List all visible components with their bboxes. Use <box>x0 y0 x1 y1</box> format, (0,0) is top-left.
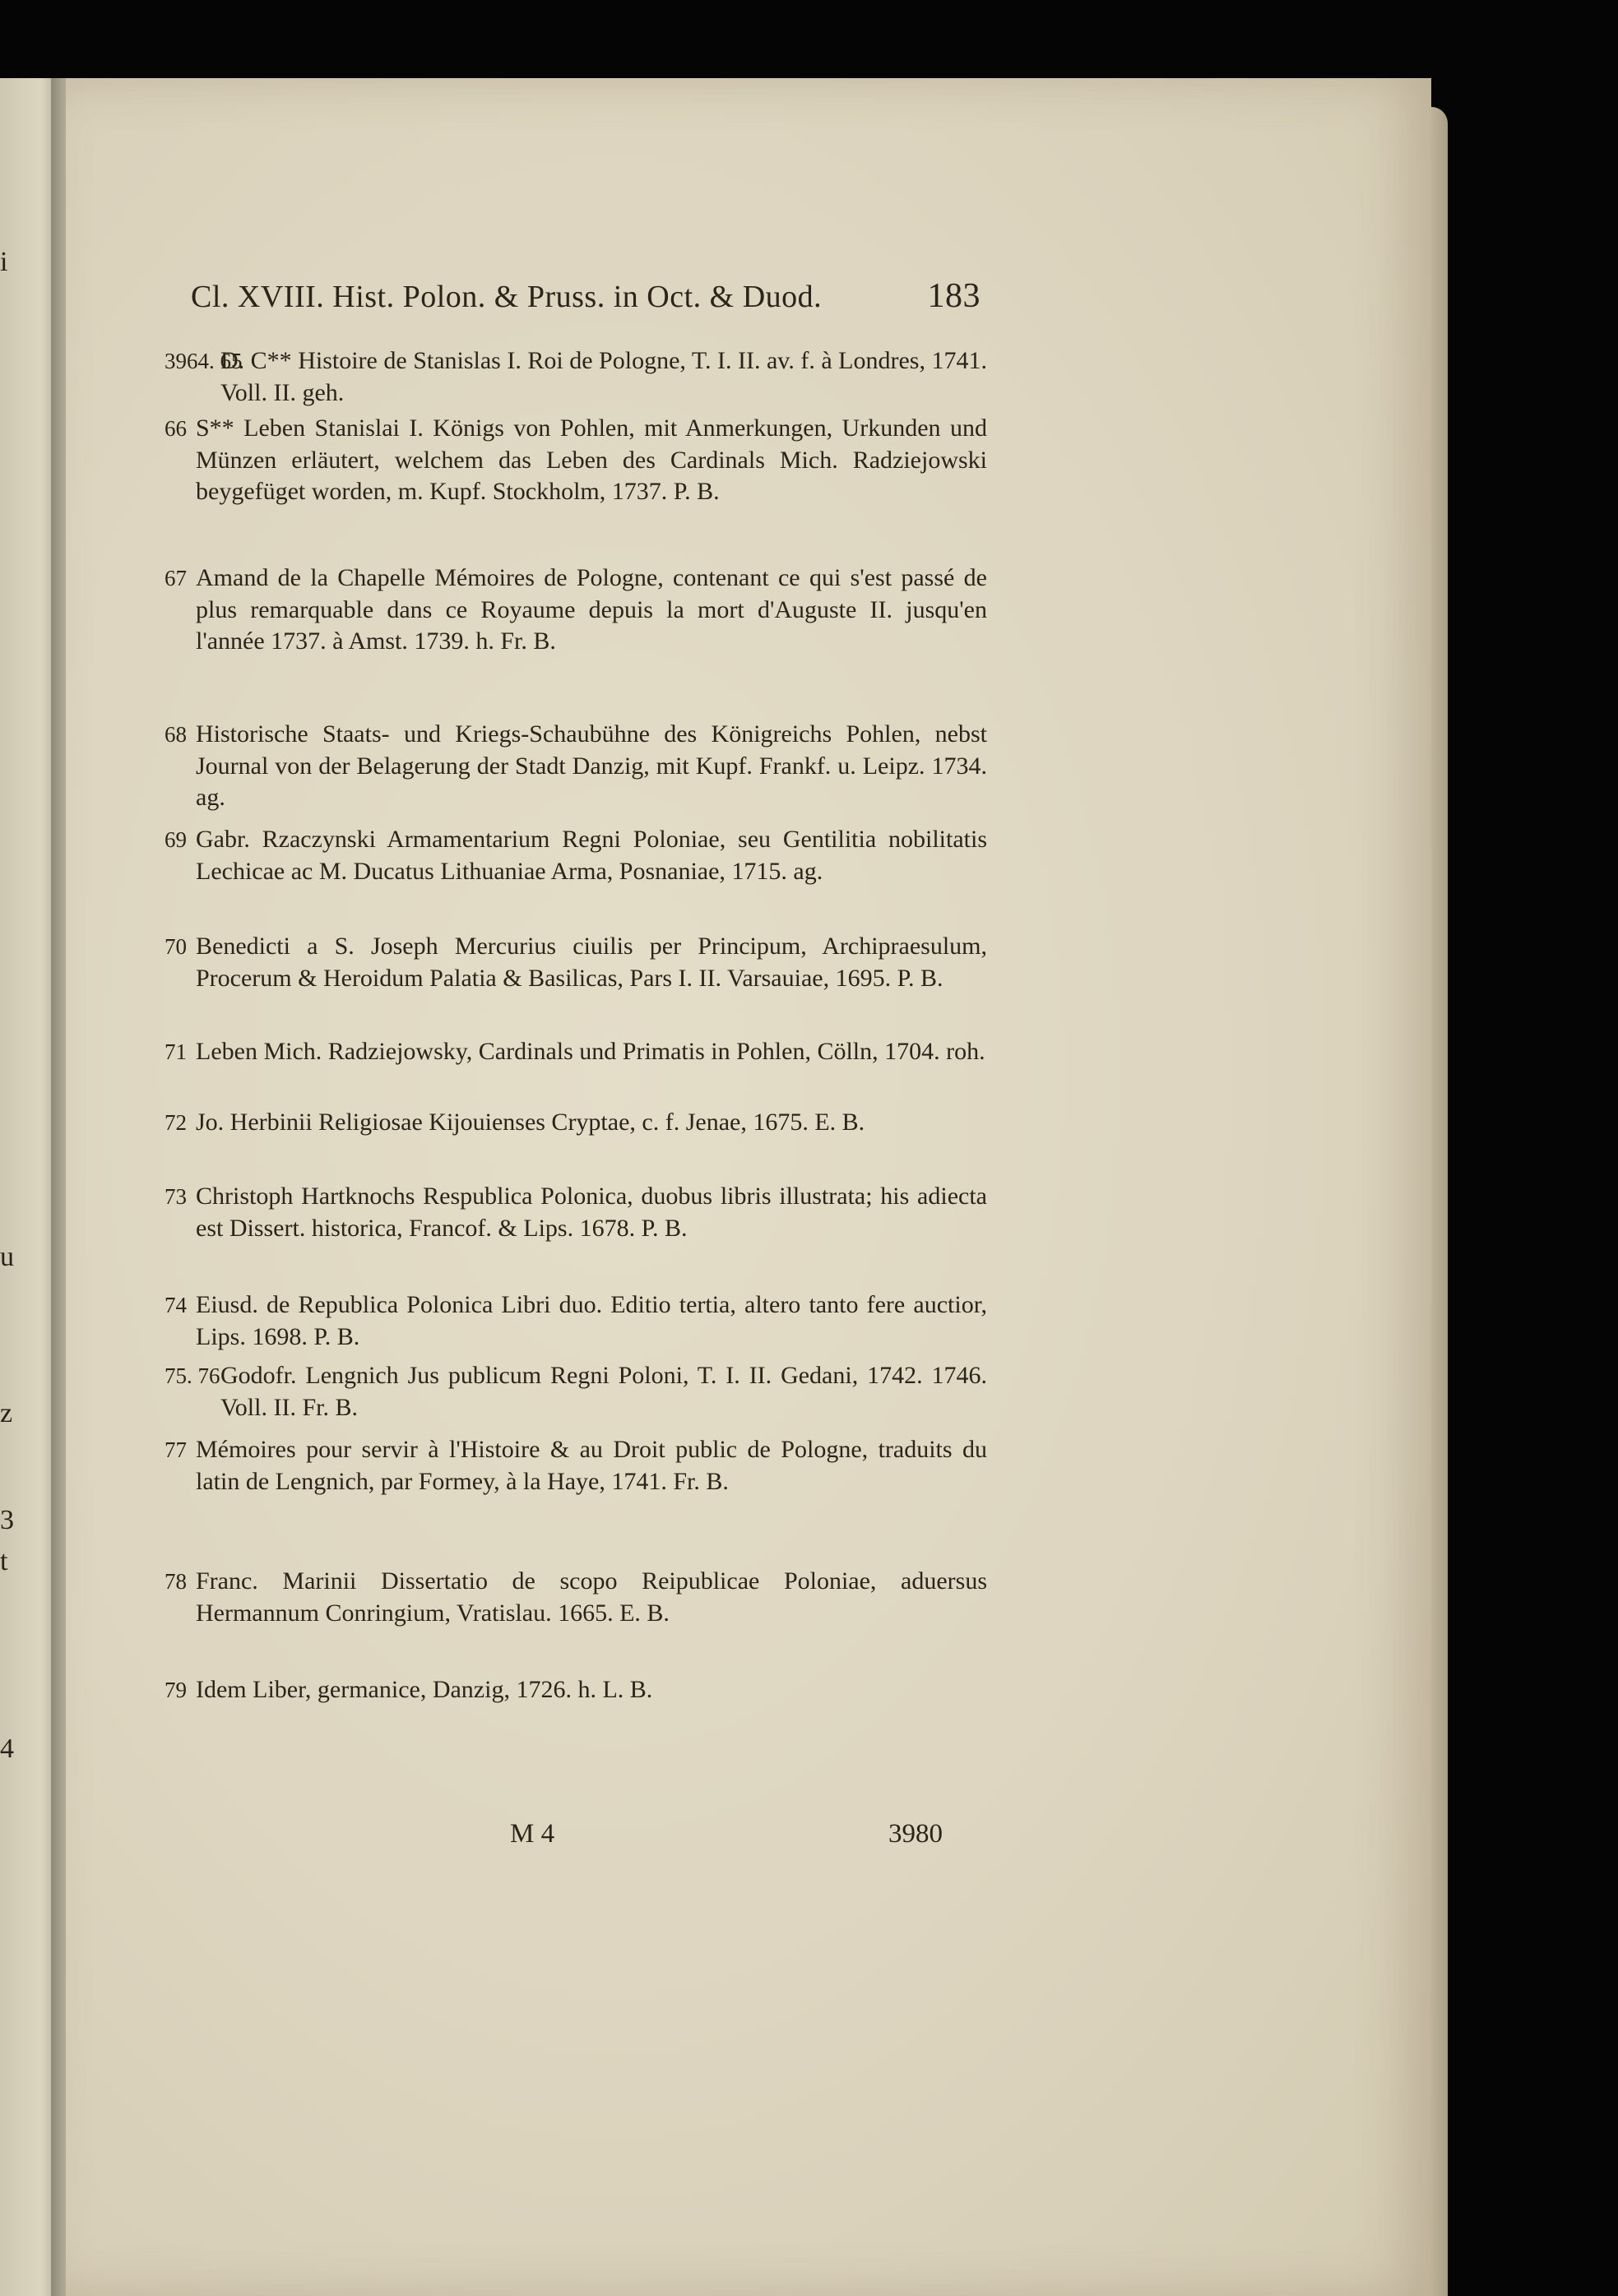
entry-text: Mémoires pour servir à l'Histoire & au Droit public de Pologne, traduits du latin de Lengnich, par Formey, à la Haye, 1741. Fr. B. <box>196 1436 987 1495</box>
entry-number: 73 <box>165 1184 187 1209</box>
catalog-entry <box>165 1674 987 1706</box>
catalog-entry <box>165 1434 987 1497</box>
entry-number: 79 <box>165 1678 187 1702</box>
entry-text: D. C** Histoire de Stanislas I. Roi de Pologne, T. I. II. av. f. à Londres, 1741. Voll. II. geh. <box>220 347 987 406</box>
catalog-entry <box>165 345 987 409</box>
running-title: Cl. XVIII. Hist. Polon. & Pruss. in Oct. & Duod. <box>191 280 823 314</box>
margin-mark: i <box>0 247 8 277</box>
entry-text: Christoph Hartknochs Respublica Polonica, duobus libris illustrata; his adiecta est Dissert. historica, Francof. & Lips. 1678. P. B. <box>196 1183 987 1242</box>
entry-text: Leben Mich. Radziejowsky, Cardinals und Primatis in Pohlen, Cölln, 1704. roh. <box>196 1038 985 1065</box>
entry-text: Jo. Herbinii Religiosae Kijouienses Cryptae, c. f. Jenae, 1675. E. B. <box>196 1109 865 1136</box>
entry-number: 78 <box>165 1569 187 1594</box>
entry-text: Historische Staats- und Kriegs-Schaubühne des Königreichs Pohlen, nebst Journal von der Belagerung der Stadt Danzig, mit Kupf. Frankf. u. Leipz. 1734. ag. <box>196 720 987 811</box>
catalog-entry <box>165 1289 987 1353</box>
catalog-entry <box>165 1360 987 1423</box>
entry-text: S** Leben Stanislai I. Königs von Pohlen, mit Anmerkungen, Urkunden und Münzen erläutert, welchem das Leben des Cardinals Mich. Radziejowski beygefüget worden, m. Kupf. Stockholm, 1737. P. B. <box>196 414 987 505</box>
margin-mark: z <box>0 1398 13 1428</box>
margin-mark: t <box>0 1546 8 1576</box>
catalog-entry <box>165 1036 987 1068</box>
entry-number: 75. 76 <box>165 1363 220 1388</box>
catalog-entry <box>165 719 987 814</box>
entry-text: Eiusd. de Republica Polonica Libri duo. Editio tertia, altero tanto fere auctior, Lips. 1698. P. B. <box>196 1291 987 1350</box>
left-page-edge <box>0 78 58 2296</box>
entry-text: Idem Liber, germanice, Danzig, 1726. h. L. B. <box>196 1676 653 1703</box>
running-header <box>191 276 981 316</box>
margin-mark: u <box>0 1242 14 1272</box>
entry-text: Gabr. Rzaczynski Armamentarium Regni Poloniae, seu Gentilitia nobilitatis Lechicae ac M. Ducatus Lithuaniae Arma, Posnaniae, 1715. ag. <box>196 826 987 885</box>
entry-number: 69 <box>165 827 187 852</box>
catalog-entry <box>165 824 987 887</box>
signature-mark: M 4 <box>510 1819 555 1849</box>
entry-number: 72 <box>165 1110 187 1135</box>
entry-number: 74 <box>165 1293 187 1317</box>
catalog-entry <box>165 1566 987 1629</box>
catchword: 3980 <box>888 1819 943 1849</box>
entry-number: 67 <box>165 566 187 590</box>
entry-text: Godofr. Lengnich Jus publicum Regni Poloni, T. I. II. Gedani, 1742. 1746. Voll. II. Fr. B. <box>220 1362 987 1421</box>
catalog-entry <box>165 413 987 508</box>
entry-text: Amand de la Chapelle Mémoires de Pologne, contenant ce qui s'est passé de plus remarquable dans ce Royaume depuis la mort d'Auguste II. jusqu'en l'année 1737. à Amst. 1739. h. Fr. B. <box>196 564 987 655</box>
margin-mark: 3 <box>0 1505 14 1535</box>
entry-text: Benedicti a S. Joseph Mercurius ciuilis per Principum, Archipraesulum, Procerum & Heroidum Palatia & Basilicas, Pars I. II. Varsauiae, 1695. P. B. <box>196 933 987 992</box>
catalog-entry <box>165 1181 987 1244</box>
entry-text: Franc. Marinii Dissertatio de scopo Reipublicae Poloniae, aduersus Hermannum Conringium, Vratislau. 1665. E. B. <box>196 1567 987 1627</box>
entry-number: 68 <box>165 722 187 747</box>
margin-mark: 4 <box>0 1734 14 1764</box>
catalog-entry <box>165 931 987 994</box>
entry-number: 66 <box>165 416 187 441</box>
entry-number: 77 <box>165 1437 187 1462</box>
catalog-entry <box>165 1107 987 1139</box>
catalog-entry <box>165 562 987 658</box>
page-number: 183 <box>927 277 981 315</box>
entry-number: 3964. 65 <box>165 349 243 373</box>
entry-number: 70 <box>165 934 187 959</box>
entry-number: 71 <box>165 1039 187 1064</box>
